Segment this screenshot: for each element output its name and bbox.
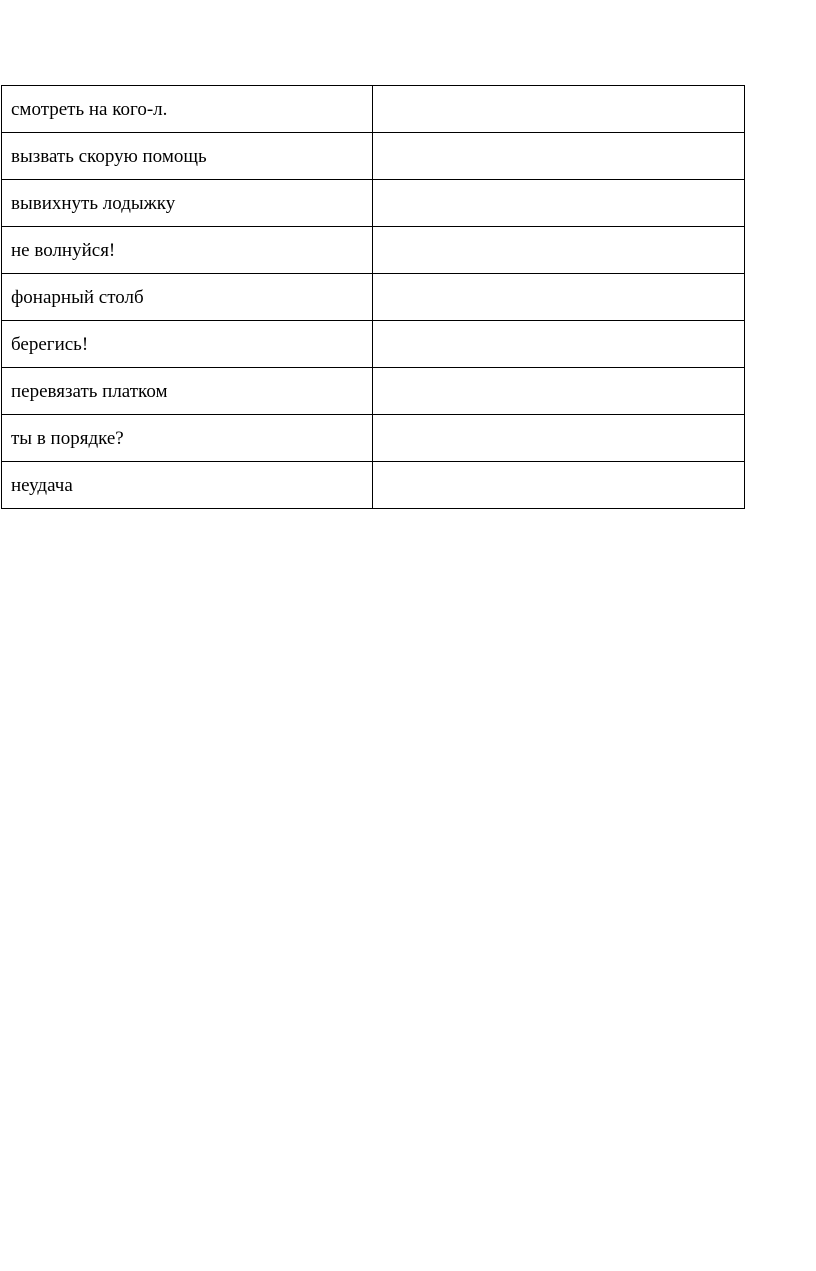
table-row [2,227,745,274]
answer-cell [373,227,745,274]
answer-cell [373,368,745,415]
vocabulary-table [1,85,745,509]
answer-cell [373,462,745,509]
table-row [2,368,745,415]
phrase-cell: не волнуйся! [2,227,373,274]
answer-cell [373,133,745,180]
phrase-cell: неудача [2,462,373,509]
answer-cell [373,274,745,321]
table-row [2,133,745,180]
phrase-cell: перевязать платком [2,368,373,415]
answer-cell [373,180,745,227]
table-row [2,86,745,133]
table-row [2,274,745,321]
answer-cell [373,86,745,133]
table-row [2,415,745,462]
table-row [2,462,745,509]
phrase-cell: смотреть на кого-л. [2,86,373,133]
phrase-cell: вызвать скорую помощь [2,133,373,180]
answer-cell [373,415,745,462]
phrase-cell: ты в порядке? [2,415,373,462]
phrase-cell: фонарный столб [2,274,373,321]
vocabulary-table-body [2,86,745,509]
table-row [2,180,745,227]
table-row [2,321,745,368]
phrase-cell: вывихнуть лодыжку [2,180,373,227]
phrase-cell: берегись! [2,321,373,368]
answer-cell [373,321,745,368]
